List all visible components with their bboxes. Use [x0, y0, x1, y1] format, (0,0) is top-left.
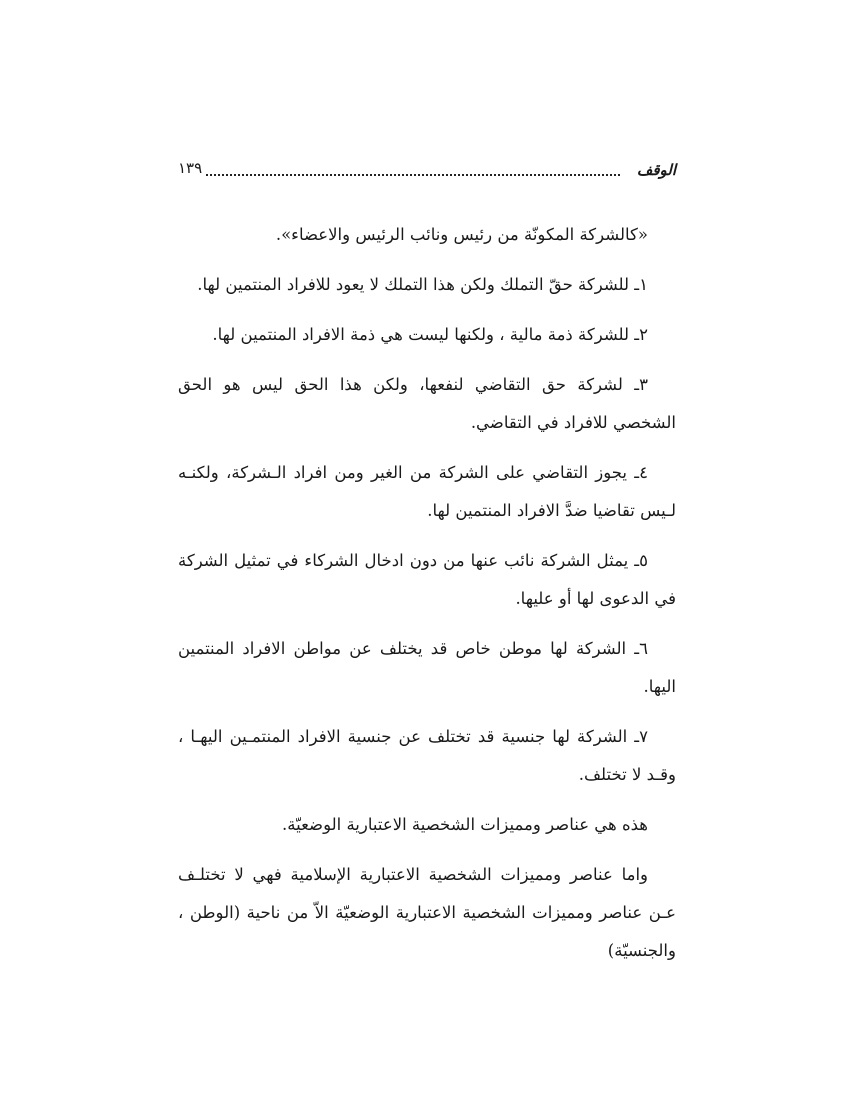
- header-dotted-leader: [206, 174, 620, 176]
- paragraph-islamic-comparison: واما عناصر ومميزات الشخصية الاعتبارية الإسلامية فهي لا تختلـف عـن عناصر ومميزات الشخصية الاعتبارية الوضعيّة الاّ من ناحية (الوطن ، والجنسيّة): [178, 865, 676, 960]
- header-title: الوقف: [636, 161, 676, 179]
- paragraph-item-4: ٤ـ يجوز التقاضي على الشركة من الغير ومن افراد الـشركة، ولكنـه لـيس تقاضيا ضدَّ الافراد المنتمين لها.: [178, 463, 676, 520]
- paragraph-summary: هذه هي عناصر ومميزات الشخصية الاعتبارية الوضعيّة.: [282, 815, 648, 834]
- running-header: [178, 150, 676, 184]
- paragraph-item-1: ١ـ للشركة حقّ التملك ولكن هذا التملك لا يعود للافراد المنتمين لها.: [197, 275, 648, 294]
- paragraph-item-3: ٣ـ لشركة حق التقاضي لنفعها، ولكن هذا الحق ليس هو الحق الشخصي للافراد في التقاضي.: [178, 375, 676, 432]
- paragraph-intro: «كالشركة المكونّة من رئيس ونائب الرئيس والاعضاء».: [275, 225, 648, 244]
- paragraph-item-7: ٧ـ الشركة لها جنسية قد تختلف عن جنسية الافراد المنتمـين اليهـا ، وقـد لا تختلف.: [178, 727, 676, 784]
- paragraph-item-2: ٢ـ للشركة ذمة مالية ، ولكنها ليست هي ذمة الافراد المنتمين لها.: [212, 325, 648, 344]
- page-number: ١٣٩: [178, 159, 203, 177]
- paragraph-item-6: ٦ـ الشركة لها موطن خاص قد يختلف عن مواطن الافراد المنتمين اليها.: [178, 639, 676, 696]
- paragraph-item-5: ٥ـ يمثل الشركة نائب عنها من دون ادخال الشركاء في تمثيل الشركة في الدعوى لها أو عليها.: [178, 551, 676, 608]
- body-text: [178, 216, 676, 982]
